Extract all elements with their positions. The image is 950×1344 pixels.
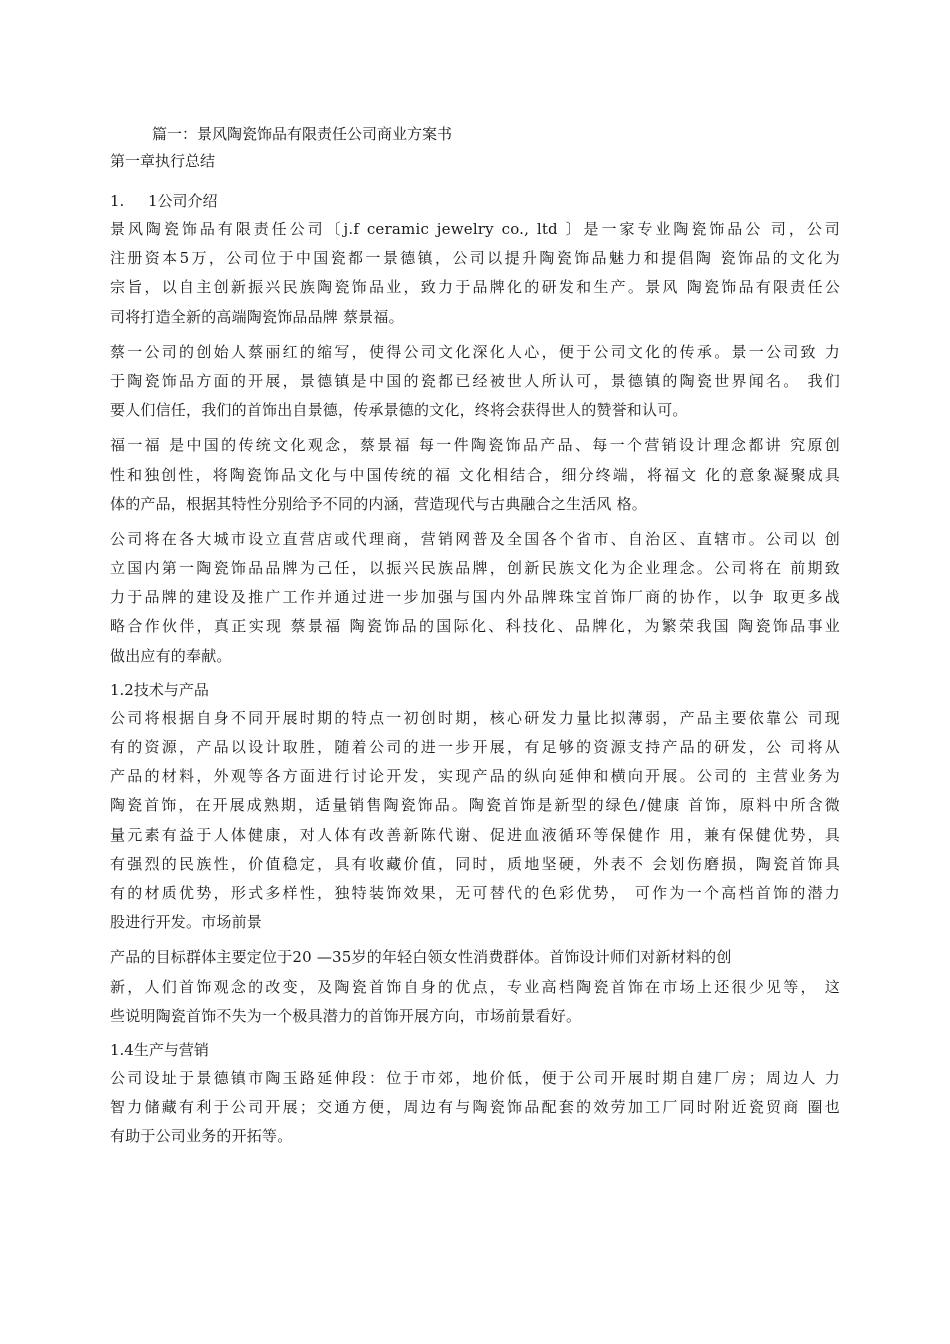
text-line: 陶瓷首饰，在开展成熟期，适量销售陶瓷饰品。陶瓷首饰是新型的绿色/健康 首饰，原料中所含微 <box>110 796 840 815</box>
text-line: 宗旨，以自主创新振兴民族陶瓷饰品业，致力于品牌化的研发和生产。景风 陶瓷饰品有限责任公 <box>110 278 840 297</box>
text-line: 些说明陶瓷首饰不失为一个极具潜力的首饰开展方向，市场前景看好。 <box>110 1006 582 1025</box>
document-body <box>110 121 840 1157</box>
paragraph-sales-network <box>110 525 840 671</box>
text-line: 略合作伙伴，真正实现 蔡景福 陶瓷饰品的国际化、科技化、品牌化，为繁荣我国 陶瓷饰品事业 <box>110 617 840 636</box>
section-heading-company-intro <box>110 188 840 215</box>
text-line: 于陶瓷饰品方面的开展，景德镇是中国的瓷都已经被世人所认可，景德镇的陶瓷世界闻名。 我们 <box>110 371 840 390</box>
text-line: 智力储藏有利于公司开展；交通方便，周边有与陶瓷饰品配套的效劳加工厂同时附近瓷贸商 圈也 <box>110 1098 840 1117</box>
paragraph-company-intro <box>110 215 840 332</box>
text-line: 蔡一公司的创始人蔡丽红的缩写，使得公司文化深化人心，便于公司文化的传承。景一公司致 力 <box>110 342 840 361</box>
text-line: 司将打造全新的高端陶瓷饰品品牌 蔡景福。 <box>110 307 404 326</box>
text-line: 有强烈的民族性，价值稳定，具有收藏价值，同时，质地坚硬，外表不 会划伤磨损，陶瓷首饰具 <box>110 854 840 873</box>
paragraph-fortune <box>110 431 840 519</box>
text-line: 量元素有益于人体健康，对人体有改善新陈代谢、促进血液循环等保健作 用，兼有保健优势，具 <box>110 825 840 844</box>
text-line: 福一福 是中国的传统文化观念，蔡景福 每一件陶瓷饰品产品、每一个营销设计理念都讲 究原创 <box>110 436 840 455</box>
text-line: 有助于公司业务的开拓等。 <box>110 1127 293 1146</box>
text-line: 公司设址于景德镇市陶玉路延伸段：位于市郊，地价低，便于公司开展时期自建厂房；周边人 力 <box>110 1068 840 1087</box>
text-line: 公司将根据自身不同开展时期的特点一初创时期，核心研发力量比拟薄弱，产品主要依靠公 司现 <box>110 708 840 727</box>
section-title: 1公司介绍 <box>148 192 218 210</box>
text-line: 股进行开发。市场前景 <box>110 913 263 932</box>
text-line: 体的产品，根据其特性分别给予不同的内涵，营造现代与古典融合之生活风 格。 <box>110 494 647 513</box>
section-number: 1. <box>110 192 125 210</box>
paragraph-tech-products <box>110 704 840 938</box>
text-line: 性和独创性，将陶瓷饰品文化与中国传统的福 文化相结合，细分终端，将福文 化的意象凝聚成具 <box>110 465 840 484</box>
text-line: 产品的材料，外观等各方面进行讨论开发，实现产品的纵向延伸和横向开展。公司的 主营业务为 <box>110 767 840 786</box>
section-heading-tech-products: 1.2技术与产品 <box>110 680 209 699</box>
text-line: 注册资本5万，公司位于中国瓷都一景德镇，公司以提升陶瓷饰品魅力和提倡陶 瓷饰品的文化为 <box>110 249 840 268</box>
text-line: 有的材质优势，形式多样性，独特装饰效果，无可替代的色彩优势， 可作为一个高档首饰的潜力 <box>110 883 840 902</box>
document-title: 篇一：景风陶瓷饰品有限责任公司商业方案书 <box>152 125 453 143</box>
text-line: 要人们信任，我们的首饰出自景德，传承景德的文化，终将会获得世人的赞誉和认可。 <box>110 401 688 420</box>
text-line: 力于品牌的建设及推广工作并通过进一步加强与国内外品牌珠宝首饰厂商的协作，以争 取更多战 <box>110 588 840 607</box>
text-line: 做出应有的奉献。 <box>110 646 232 665</box>
paragraph-production-marketing <box>110 1064 840 1152</box>
text-line: 景风陶瓷饰品有限责任公司〔j.f ceramic jewelry co., ltd 〕是一家专业陶瓷饰品公 司，公司 <box>110 220 840 238</box>
text-line: 新，人们首饰观念的改变，及陶瓷首饰自身的优点，专业高档陶瓷首饰在市场上还很少见等， 这 <box>110 977 840 996</box>
chapter-heading: 第一章执行总结 <box>110 152 216 170</box>
paragraph-founder <box>110 338 840 426</box>
text-line: 公司将在各大城市设立直营店或代理商，营销网普及全国各个省市、自治区、直辖市。公司以 创 <box>110 529 840 548</box>
text-line: 立国内第一陶瓷饰品品牌为己任，以振兴民族品牌，创新民族文化为企业理念。公司将在 前期致 <box>110 559 840 578</box>
text-line: 有的资源，产品以设计取胜，随着公司的进一步开展，有足够的资源支持产品的研发，公 司将从 <box>110 738 840 756</box>
paragraph-market-outlook <box>110 943 840 1031</box>
section-heading-production-marketing: 1.4生产与营销 <box>110 1040 209 1059</box>
text-line: 产品的目标群体主要定位于20 —35岁的年轻白领女性消费群体。首饰设计师们对新材料的创 <box>110 948 732 967</box>
